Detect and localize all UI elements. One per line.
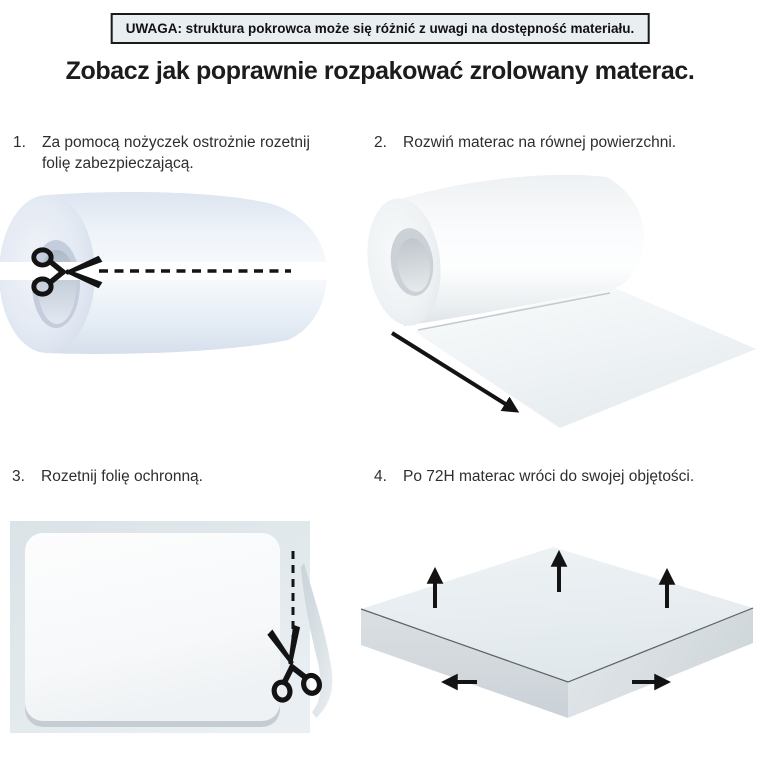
step-text: Za pomocą nożyczek ostrożnie rozetnij folię zabezpieczającą.	[42, 134, 310, 172]
notice-banner: UWAGA: struktura pokrowca może się różnić z uwagi na dostępność materiału.	[111, 13, 650, 44]
step-item-3	[12, 466, 342, 487]
illustration-step-1	[0, 190, 340, 405]
step-text: Po 72H materac wróci do swojej objętości.	[403, 468, 695, 485]
illustration-step-2	[360, 165, 760, 430]
flat-mattress	[25, 533, 280, 721]
illustration-step-4	[360, 540, 760, 760]
step-number: 2.	[374, 134, 387, 151]
roll-core-hole	[38, 250, 76, 324]
step-number: 3.	[12, 468, 25, 485]
step-text: Rozwiń materac na równej powierzchni.	[403, 134, 677, 151]
step-number: 4.	[374, 468, 387, 485]
step-item-2	[374, 132, 756, 153]
illustration-step-3	[0, 515, 360, 755]
step-item-4	[374, 466, 758, 487]
step-text: Rozetnij folię ochronną.	[41, 468, 203, 485]
step-item-1	[13, 132, 335, 174]
page-title: Zobacz jak poprawnie rozpakować zrolowany materac.	[65, 57, 695, 85]
step-number: 1.	[13, 134, 26, 151]
